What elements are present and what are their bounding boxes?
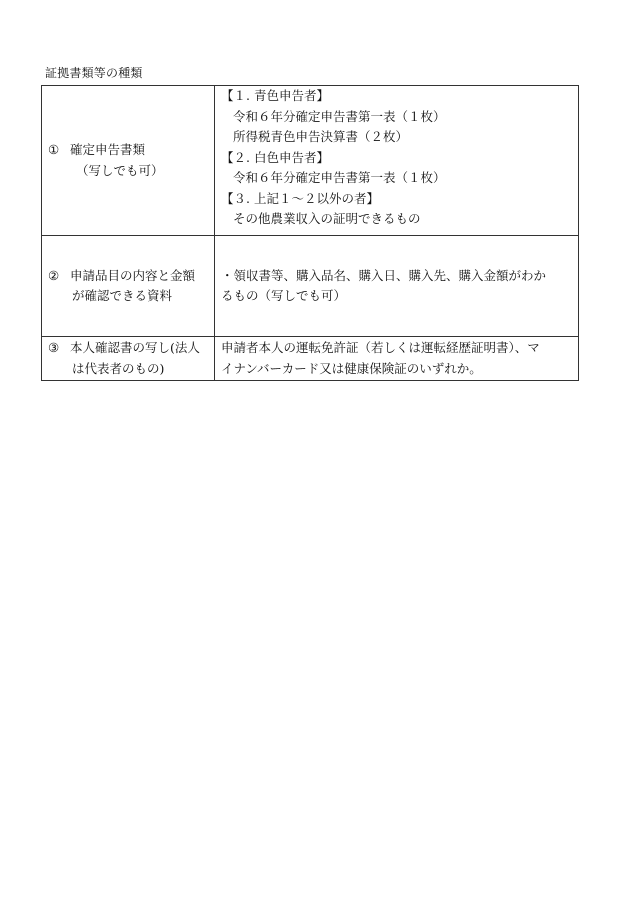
evidence-documents-table: [41, 85, 579, 381]
section-heading-white-filer: 【２. 白色申告者】: [221, 149, 329, 165]
document-type-label-cont: は代表者のもの): [72, 360, 165, 376]
row-number: ③: [48, 340, 60, 355]
section-heading-blue-filer: 【１. 青色申告者】: [221, 88, 329, 103]
document-detail-cell: [215, 236, 579, 337]
row-number: ②: [48, 267, 60, 283]
document-detail-text: るもの（写しでも可）: [221, 288, 347, 303]
document-detail-text: 申請者本人の運転免許証（若しくは運転経歴証明書）、マ: [221, 340, 540, 355]
document-item: 令和６年分確定申告書第一表（１枚）: [233, 108, 446, 124]
document-type-cell: [42, 236, 215, 337]
table-row-purchase-proof: [42, 236, 579, 337]
document-type-label: ① 確定申告書類: [48, 140, 214, 161]
document-type-note: （写しでも可）: [76, 162, 164, 178]
document-detail-cell: [215, 337, 579, 381]
table-row-tax-return: [42, 86, 579, 236]
document-type-cell: [42, 337, 215, 381]
document-item: その他農業収入の証明できるもの: [233, 211, 421, 226]
section-heading-other: 【３. 上記１～２以外の者】: [221, 190, 379, 206]
document-item: 所得税青色申告決算書（２枚）: [233, 129, 409, 144]
document-type-label: ② 申請品目の内容と金額: [48, 266, 214, 287]
document-detail-cell: [215, 86, 579, 236]
table-row-identity-proof: [42, 337, 579, 381]
document-type-cell: [42, 86, 215, 236]
page-heading: 証拠書類等の種類: [45, 66, 143, 80]
document-item: 令和６年分確定申告書第一表（１枚）: [233, 170, 446, 185]
document-type-label: ③ 本人確認書の写し(法人: [48, 338, 214, 359]
document-detail-text: イナンバーカード又は健康保険証のいずれか。: [221, 360, 482, 376]
document-type-label-cont: が確認できる資料: [72, 288, 173, 303]
row-number: ①: [48, 142, 60, 157]
document-detail-text: ・領収書等、購入品名、購入日、購入先、購入金額がわか: [221, 267, 547, 283]
